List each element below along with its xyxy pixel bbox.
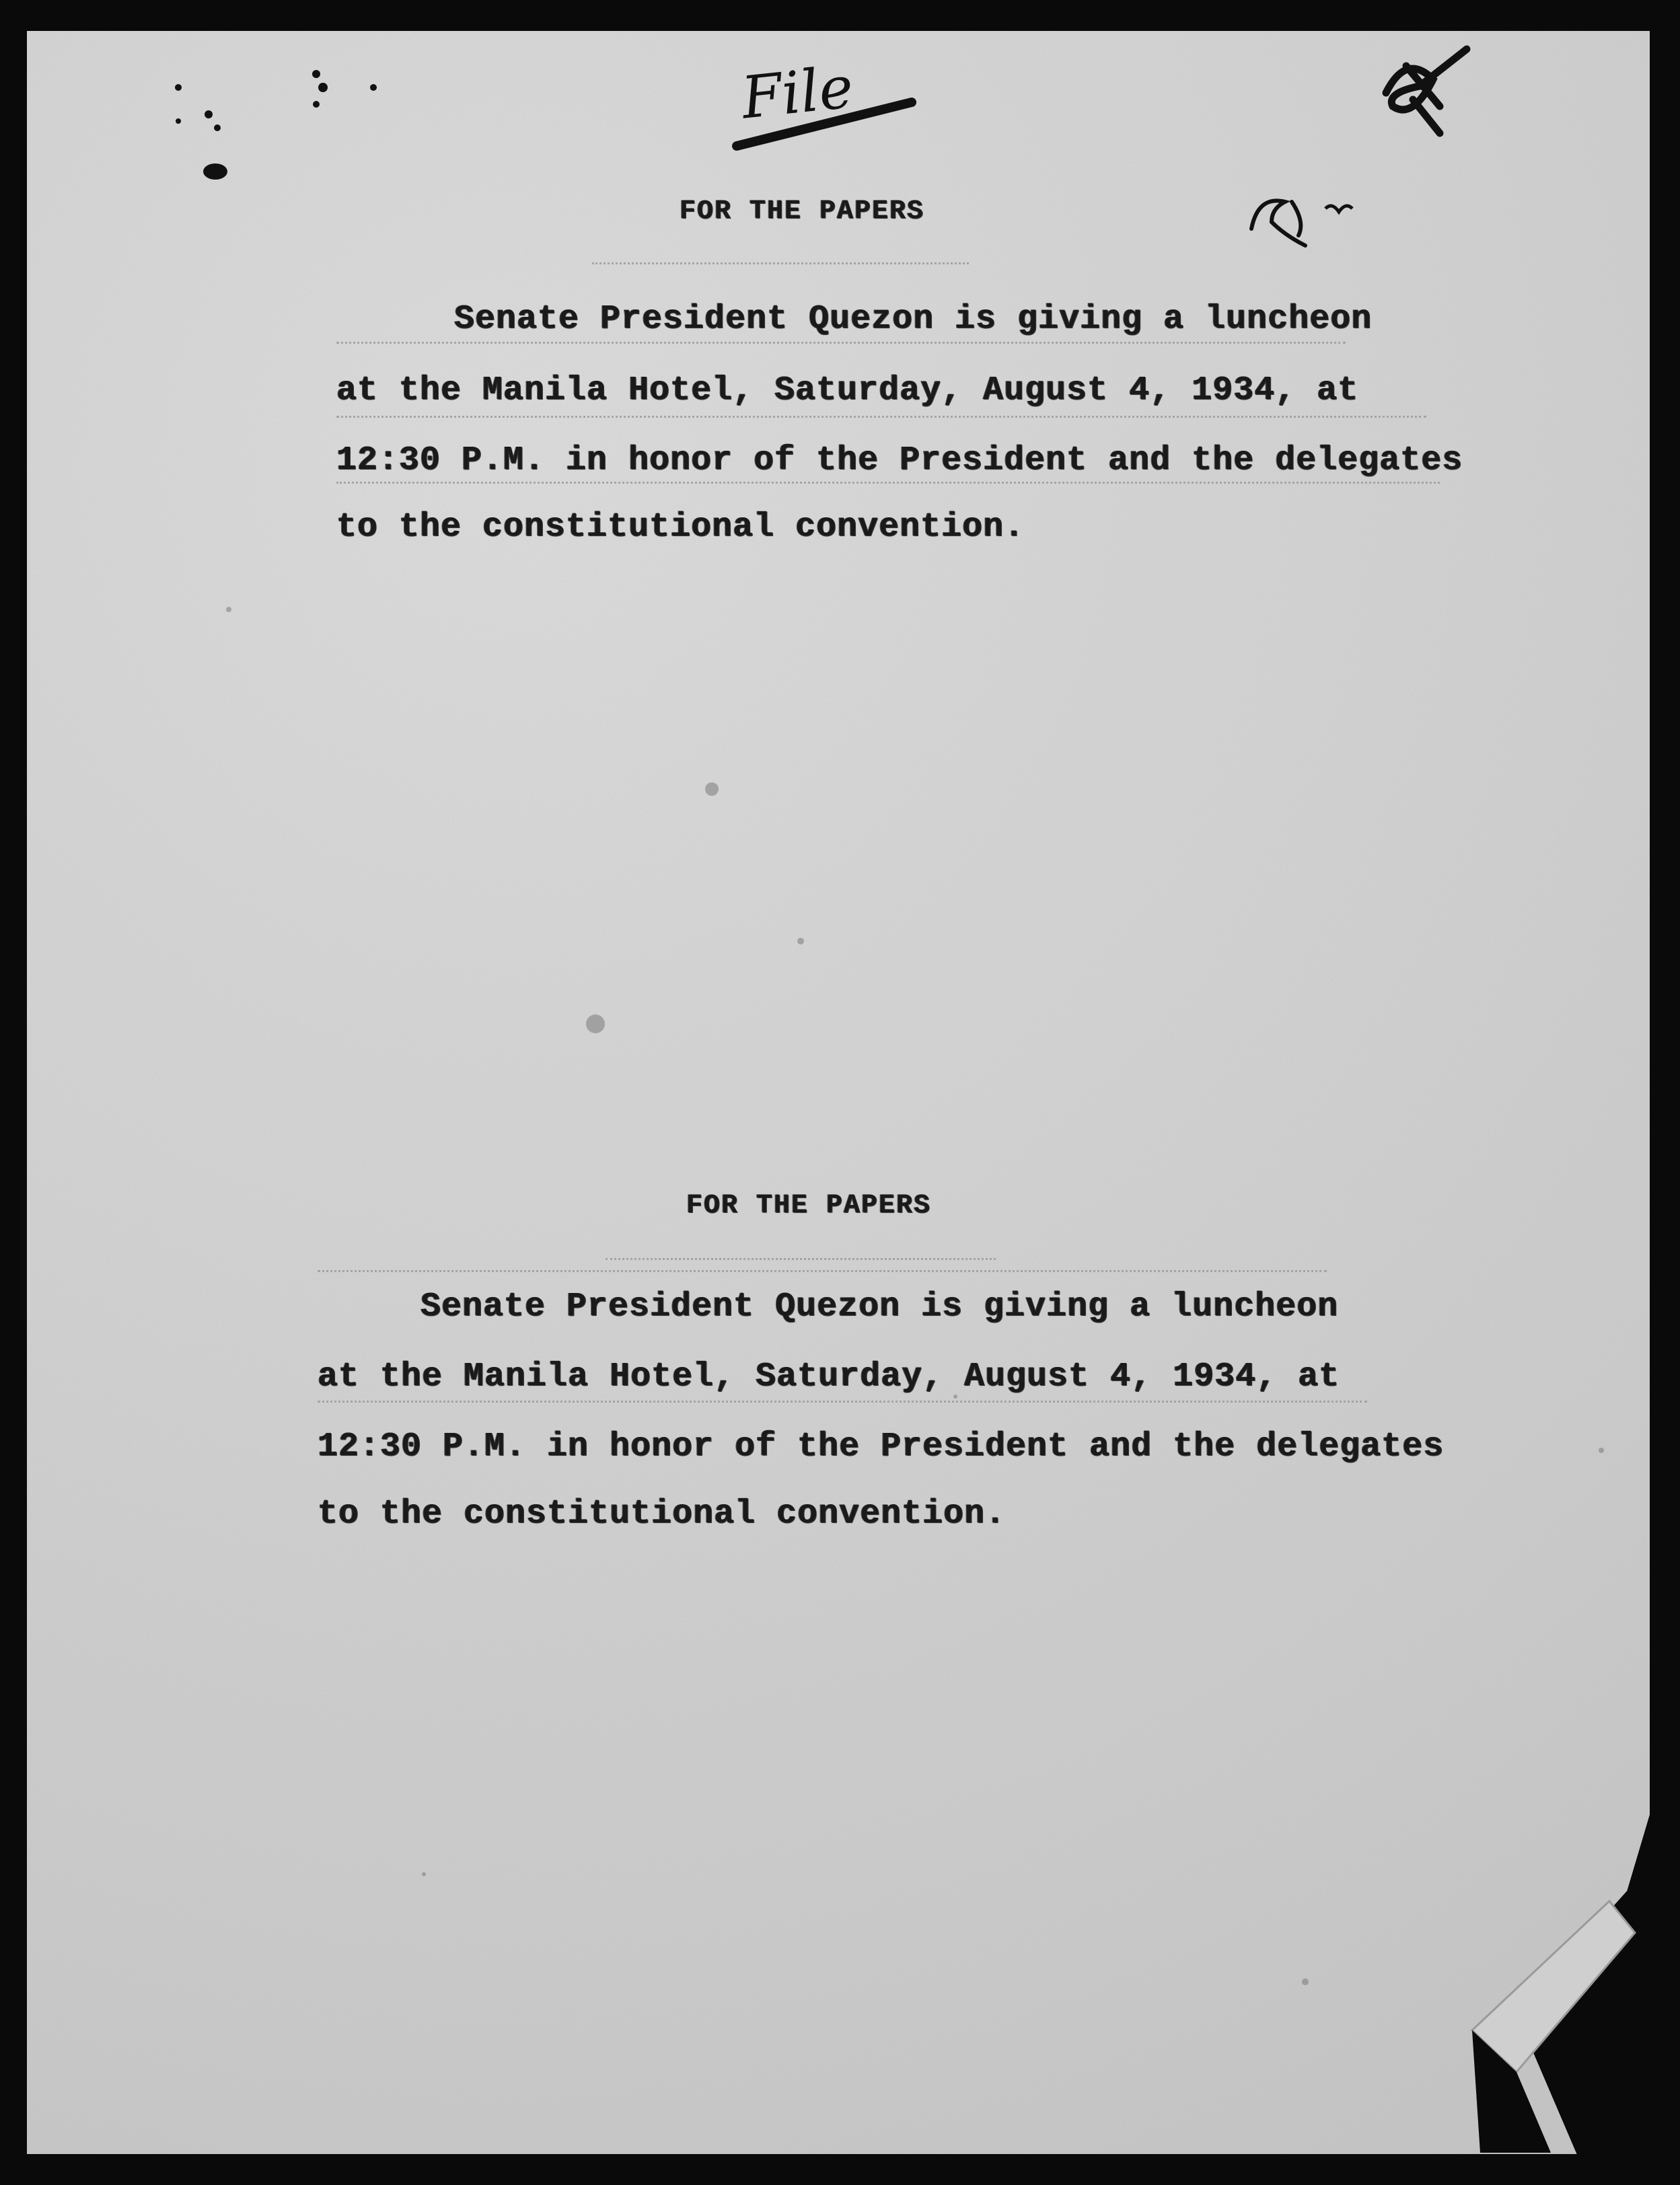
memo-bottom-heading: FOR THE PAPERS xyxy=(686,1191,932,1221)
memo-top-line-4: to the constitutional convention. xyxy=(336,508,1025,546)
memo-top-heading: FOR THE PAPERS xyxy=(680,196,925,227)
memo-top-typing-guide-2 xyxy=(336,416,1426,418)
memo-bottom-line-2: at the Manila Hotel, Saturday, August 4, 1934, at xyxy=(318,1358,1340,1396)
ink-specks-top-left xyxy=(158,47,394,195)
initials-mark-top-right xyxy=(1366,39,1480,147)
memo-bottom-line-4: to the constitutional convention. xyxy=(318,1495,1007,1533)
handwritten-file-annotation xyxy=(723,48,925,166)
memo-top-heading-rule xyxy=(592,262,969,264)
memo-bottom-typing-guide-2 xyxy=(318,1401,1367,1403)
svg-text:File: File xyxy=(738,53,856,133)
memo-bottom-line-1: Senate President Quezon is giving a luncheon xyxy=(421,1288,1339,1326)
paper-grain xyxy=(27,31,1650,2154)
memo-top-typing-guide-3 xyxy=(336,482,1440,484)
memo-bottom-heading-rule xyxy=(606,1258,996,1260)
memo-bottom-line-3: 12:30 P.M. in honor of the President and the delegates xyxy=(318,1428,1445,1466)
memo-bottom-typing-guide-1 xyxy=(318,1270,1327,1272)
memo-top-typing-guide-1 xyxy=(336,342,1346,344)
memo-top-line-1: Senate President Quezon is giving a luncheon xyxy=(454,300,1373,338)
memo-top-line-3: 12:30 P.M. in honor of the President and the delegates xyxy=(336,441,1463,480)
pencil-check-mark xyxy=(1245,182,1366,256)
memo-top-line-2: at the Manila Hotel, Saturday, August 4, 1934, at xyxy=(336,371,1359,410)
paper-sheet xyxy=(27,31,1650,2154)
